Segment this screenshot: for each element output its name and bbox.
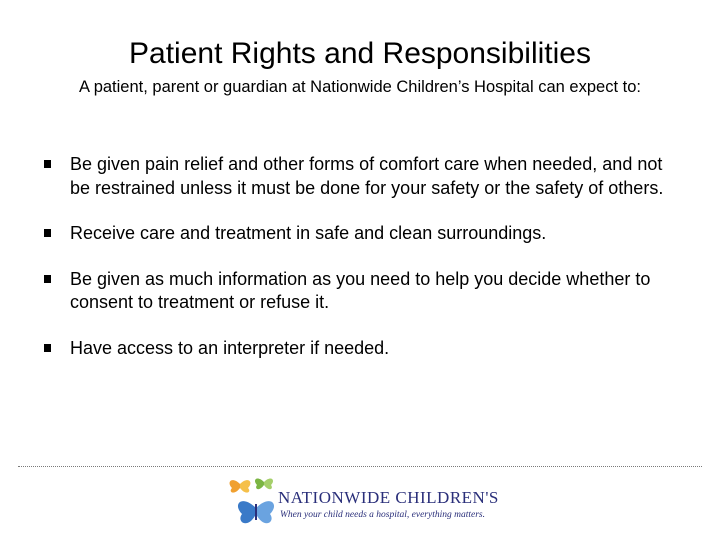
list-item-text: Be given pain relief and other forms of comfort care when needed, and not be restrained unless it must be done for your safety or the safety of others. <box>70 154 664 198</box>
logo-name: NATIONWIDE CHILDREN'S <box>278 488 499 507</box>
hospital-logo <box>226 474 499 536</box>
square-bullet-icon <box>44 344 51 352</box>
list-item-text: Be given as much information as you need to help you decide whether to consent to treatment or refuse it. <box>70 268 651 312</box>
square-bullet-icon <box>44 160 51 168</box>
butterflies-icon <box>226 474 282 536</box>
list-item <box>44 153 684 200</box>
list-item <box>44 337 684 361</box>
square-bullet-icon <box>44 229 51 237</box>
logo-tagline: When your child needs a hospital, everything matters. <box>280 510 486 520</box>
footer-divider <box>18 466 702 467</box>
square-bullet-icon <box>44 275 51 283</box>
rights-list <box>44 153 684 382</box>
list-item <box>44 268 684 315</box>
list-item <box>44 222 684 246</box>
list-item-text: Have access to an interpreter if needed. <box>70 337 390 358</box>
slide-subtitle: A patient, parent or guardian at Nationwide Children’s Hospital can expect to: <box>79 78 641 96</box>
list-item-text: Receive care and treatment in safe and clean surroundings. <box>70 223 547 243</box>
slide-title: Patient Rights and Responsibilities <box>129 37 591 70</box>
